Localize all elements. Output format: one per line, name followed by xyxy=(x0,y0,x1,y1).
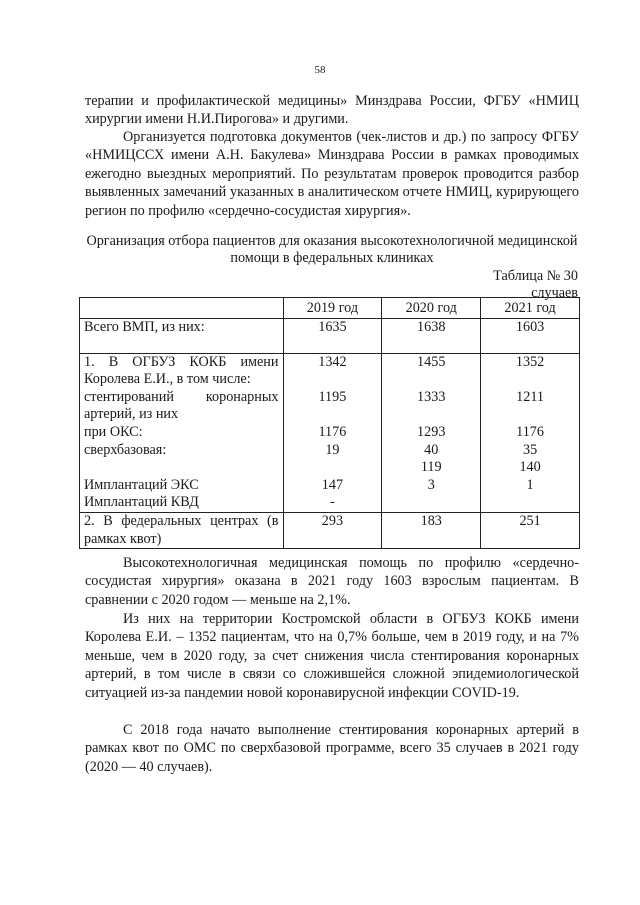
eks-label: Имплантаций ЭКС xyxy=(84,476,199,493)
header-cell-2021: 2021 год xyxy=(481,298,580,319)
kokb-2019-eks: 147 xyxy=(321,476,344,493)
kokb-2020-total: 1455 xyxy=(417,353,446,370)
cell-kokb-2021 xyxy=(481,353,580,512)
kokb-2021-total: 1352 xyxy=(515,353,545,370)
cell-federal-2019: 293 xyxy=(283,512,382,548)
stent-label-line2: артерий, из них xyxy=(84,406,179,423)
table-unit: случаев xyxy=(531,285,578,301)
table-title: Организация отбора пациентов для оказания высокотехнологичной медицинской помощи в федеральных клиниках xyxy=(86,233,578,266)
cell-total-2019: 1635 xyxy=(283,318,382,353)
cell-federal-2020: 183 xyxy=(382,512,481,548)
kokb-2019-total: 1342 xyxy=(318,353,347,370)
vmp-table xyxy=(79,297,580,549)
row-label-kokb xyxy=(80,353,284,512)
cell-federal-2021: 251 xyxy=(481,512,580,548)
federal-label-line1: 2. В федеральных центрах (в xyxy=(84,512,279,529)
table-number: Таблица № 30 xyxy=(493,268,578,284)
kokb-2021-stent: 1211 xyxy=(516,388,544,405)
kokb-2020-oks: 1293 xyxy=(417,423,446,440)
kokb-2020-super: 40 xyxy=(424,441,439,458)
kokb-2019-super: 19 xyxy=(325,441,340,458)
paragraph-intro-continuation: терапии и профилактической медицины» Минздрава России, ФГБУ «НМИЦ хирургии имени Н.И.Пирогова» и другими. xyxy=(85,93,579,128)
kokb-2020-eks: 3 xyxy=(427,476,435,493)
stent-label-line1: стентирований коронарных xyxy=(84,388,279,405)
paragraph-vmp-summary: Высокотехнологичная медицинская помощь по профилю «сердечно-сосудистая хирургия» оказана в 2021 году 1603 взрослым пациентам. В сравнении с 2020 годом — меньше на 2,1%. xyxy=(85,555,579,608)
cell-total-2020: 1638 xyxy=(382,318,481,353)
kokb-label-line2: Королева Е.И., в том числе: xyxy=(84,371,251,388)
federal-label-line2: рамках квот) xyxy=(84,530,162,547)
paragraph-document-preparation: Организуется подготовка документов (чек-листов и др.) по запросу ФГБУ «НМИЦССХ имени А.Н. Бакулева» Минздрава России в рамках проводимых ежегодно выездных мероприятий. По результатам проверок проводится разбор выявленных замечаний указанных в аналитическом отчете НМИЦ, курирующего регион по профилю «сердечно-сосудистая хирургия». xyxy=(85,129,579,219)
kokb-2019-stent: 1195 xyxy=(318,388,347,405)
kokb-2021-super: 35 xyxy=(522,441,538,458)
kvd-label: Имплантаций КВД xyxy=(84,494,199,511)
kokb-2020-extra: 119 xyxy=(420,459,442,476)
kokb-label-line1: 1. В ОГБУЗ КОКБ имени xyxy=(84,353,279,370)
table-header-row xyxy=(80,298,580,319)
header-cell-2020: 2020 год xyxy=(382,298,481,319)
row-label-federal xyxy=(80,512,284,548)
kokb-2019-kvd: - xyxy=(330,494,335,511)
header-cell-empty xyxy=(80,298,284,319)
kokb-2021-oks: 1176 xyxy=(516,423,544,440)
row-label-total: Всего ВМП, из них: xyxy=(80,318,284,353)
kokb-2021-extra: 140 xyxy=(519,459,541,476)
super-label: сверхбазовая: xyxy=(84,441,167,458)
kokb-2021-eks: 1 xyxy=(526,476,534,493)
table-row-federal xyxy=(80,512,580,548)
cell-total-2021: 1603 xyxy=(481,318,580,353)
paragraph-stenting-quota: С 2018 года начато выполнение стентирования коронарных артерий в рамках квот по ОМС по сверхбазовой программе, всего 35 случаев в 2021 году (2020 — 40 случаев). xyxy=(85,722,579,775)
header-cell-2019: 2019 год xyxy=(283,298,382,319)
kokb-2019-oks: 1176 xyxy=(318,423,347,440)
page-number: 58 xyxy=(314,64,326,76)
cell-kokb-2019 xyxy=(283,353,382,512)
paragraph-kostroma-details: Из них на территории Костромской области в ОГБУЗ КОКБ имени Королева Е.И. – 1352 пациентам, что на 0,7% больше, чем в 2019 году, и на 7% меньше, чем в 2020 году, за счет снижения числа стентирования коронарных артерий, в том числе в связи со сложившейся сложной эпидемиологической ситуацией из-за пандемии новой коронавирусной инфекции COVID-19. xyxy=(85,611,579,701)
cell-kokb-2020 xyxy=(382,353,481,512)
table-row-kokb xyxy=(80,353,580,512)
table-row-total xyxy=(80,318,580,353)
kokb-2020-stent: 1333 xyxy=(417,388,446,405)
oks-label: при ОКС: xyxy=(84,423,143,440)
